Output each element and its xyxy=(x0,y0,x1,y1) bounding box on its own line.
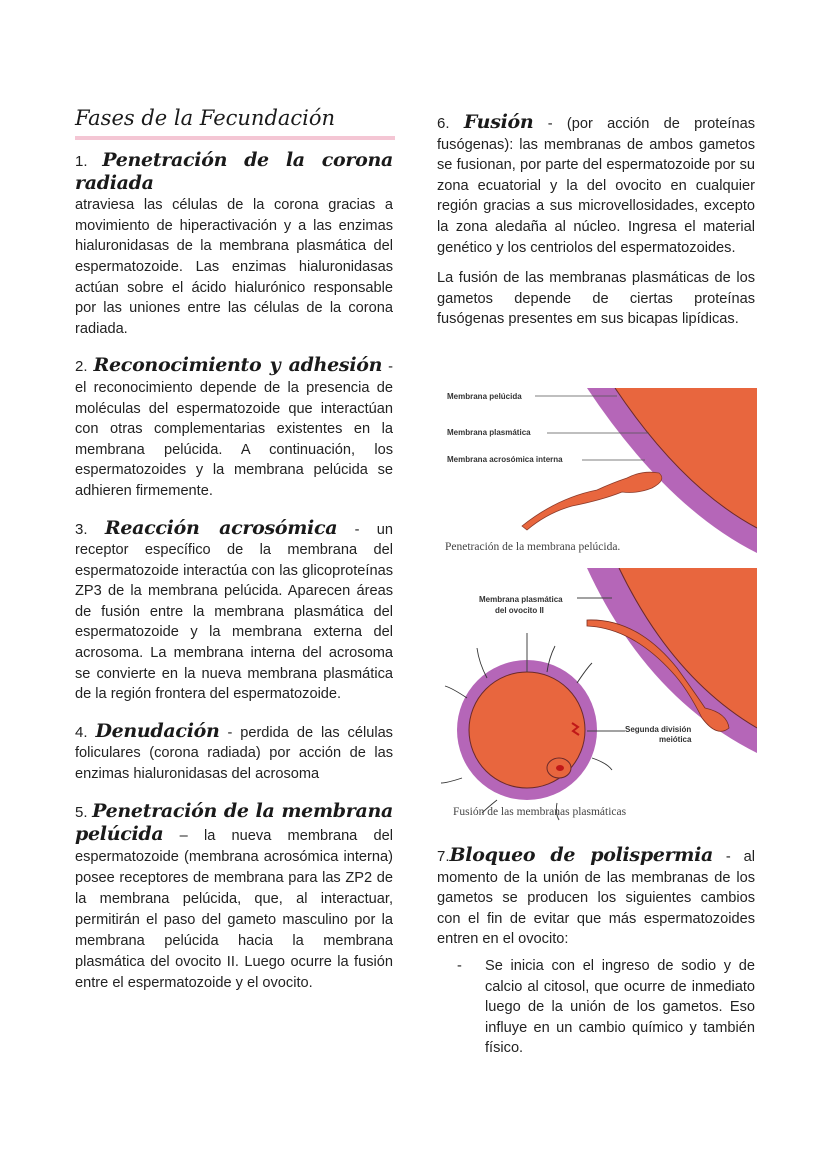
page-title: Fases de la Fecundación xyxy=(75,106,336,130)
section-body: - perdida de las células foliculares (corona radiada) por acción de las enzimas hialuronidasas del acrosoma xyxy=(75,724,393,783)
section-7 xyxy=(437,845,755,1059)
section-heading: Reconocimiento y adhesión xyxy=(93,354,383,377)
section-5 xyxy=(75,801,393,994)
section-heading: Denudación xyxy=(95,719,220,742)
section-2 xyxy=(75,355,393,501)
figure-label: del ovocito II xyxy=(495,606,544,615)
section-6-paragraph-2: La fusión de las membranas plasmáticas de los gametos depende de ciertas proteínas fusógenas presentes em sus bicapas lipídicas. xyxy=(437,270,755,328)
penetration-illustration xyxy=(437,388,757,558)
bullet-list xyxy=(437,956,755,1059)
section-heading: Reacción acrosómica xyxy=(104,516,338,539)
section-heading: Bloqueo de polispermia xyxy=(449,844,714,866)
figure-label: Membrana acrosómica interna xyxy=(447,455,563,464)
section-1 xyxy=(75,150,393,339)
section-3 xyxy=(75,518,393,705)
figure-caption: Fusión de las membranas plasmáticas xyxy=(453,806,627,818)
section-number: 1. xyxy=(75,153,88,170)
figure-label: Membrana plasmática xyxy=(447,428,531,437)
section-heading: Penetración de la membrana pelúcida xyxy=(75,799,393,845)
section-heading: Fusión xyxy=(463,111,534,133)
section-number: 4. xyxy=(75,723,88,741)
section-body: - al momento de la unión de las membranas de los gametos se producen los siguientes cambios con el fin de evitar que más espermatozoides entren en el ovocito: xyxy=(437,849,755,948)
figure-label: Segunda división xyxy=(625,725,692,734)
fusion-illustration xyxy=(437,568,757,828)
dash-bullet: - xyxy=(457,957,462,974)
figure-label: meiótica xyxy=(659,735,692,744)
section-number: 6. xyxy=(437,115,450,132)
section-number: 2. xyxy=(75,358,88,376)
figure-penetration xyxy=(437,388,757,558)
section-body: – la nueva membrana del espermatozoide (membrana acrosómica interna) posee receptores de membrana para las ZP2 de la membrana pelúcida, que, al interactuar, permitirán el paso del gameto masculino por la membrana pelúcida hacia la membrana plasmática del ovocito II. Luego ocurre la fusión entre el espermatozoide y el ovocito. xyxy=(75,827,393,991)
section-number: 5. xyxy=(75,803,88,821)
figure-fusion xyxy=(437,568,757,828)
section-number: 3. xyxy=(75,520,88,538)
section-heading: Penetración de la corona radiada xyxy=(75,149,393,194)
section-4 xyxy=(75,721,393,785)
section-body: - un receptor específico de la membrana del espermatozoide interactúa con las glicoproteínas ZP3 de la membrana pelúcida. Aparecen áreas de fusión entre la membrana plasmática del espermatozoide y la membrana externa del acrosoma. La membrana interna del acrosoma se convierte en la nueva membrana plasmática de la región frontera del espermatozoide. xyxy=(75,521,393,703)
title-underline xyxy=(75,136,395,140)
figure-label: Membrana pelúcida xyxy=(447,392,522,401)
section-body: - el reconocimiento depende de la presencia de moléculas del espermatozoide que interactúan con otras complementarias existentes en la membrana pelúcida. A continuación, los espermatozoides y la membrana pelúcida se adhieren firmemente. xyxy=(75,359,393,499)
section-body: - (por acción de proteínas fusógenas): las membranas de ambos gametos se fusionan, por parte del espermatozoide por su zona ecuatorial y la del ovocito en cualquier región gracias a sus microvellosidades, excepto la zona aledaña al núcleo. Ingresa el material genético y los centriolos del espermatozoides. xyxy=(437,116,756,256)
figure-label: Membrana plasmática xyxy=(479,595,563,604)
figure-caption: Penetración de la membrana pelúcida. xyxy=(445,541,621,553)
list-item-text: Se inicia con el ingreso de sodio y de calcio al citosol, que ocurre de inmediato luego de la unión de los gametos. Eso influye en un cambio químico y también físico. xyxy=(485,957,755,1057)
section-6 xyxy=(437,112,755,258)
list-item xyxy=(457,956,755,1059)
left-column xyxy=(75,150,393,994)
section-number: 7. xyxy=(437,848,450,865)
right-column xyxy=(437,112,755,330)
section-body: atraviesa las células de la corona gracias a movimiento de hiperactivación y a las enzimas hialuronidasas de la membrana plasmática del espermatozoide. Las enzimas hialuronidasas actúan sobre el ácido hialurónico responsable por las uniones entre las células de la corona radiada. xyxy=(75,197,393,337)
